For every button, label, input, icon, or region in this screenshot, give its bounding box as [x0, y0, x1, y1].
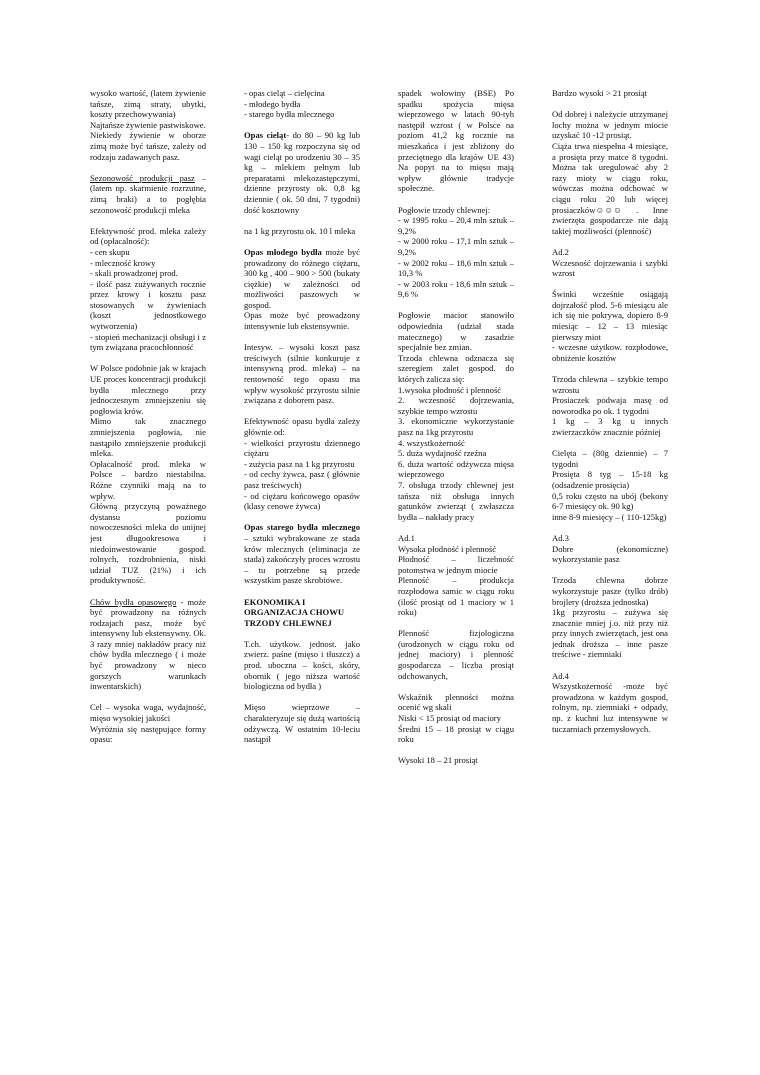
- paragraph-text: T.ch. użytkow. jednost. jako zwierz. paśne (mięso i tłuszcz) a prod. uboczna – kości, skóry, obornik ( jego niższa wartość biologiczna od bydła ): [244, 638, 360, 692]
- paragraph: [398, 533, 514, 618]
- paragraph: [552, 575, 668, 660]
- paragraph-text: Bardzo wysoki > 21 prosiąt: [552, 88, 648, 98]
- paragraph: [398, 755, 514, 766]
- paragraph-text: może być prowadzony do różnego ciężaru, 300 kg , 400 – 900 > 500 (bukaty ciężkie) w zależności od możliwości paszowych w gospod. Opas może być prowadzony intensywnie lub ekstensywnie.: [244, 246, 360, 332]
- paragraph-text: Cel – wysoka waga, wydajność, mięso wysokiej jakości Wyróżnia się następujące formy opasu:: [90, 702, 206, 745]
- paragraph-text: - może być prowadzony na różnych rodzajach pasz, może być intensywny lub ekstensywny. Ok. 3 razy mniej nakładów pracy niż chów bydła mlecznego ( i może być prowadzony w nieco gorszych warunkach inwentarskich): [90, 596, 206, 692]
- paragraph: [552, 247, 668, 279]
- paragraph-lead: Opas młodego bydła: [244, 246, 322, 257]
- paragraph-text: Pogłowie macior stanowiło odpowiednia (udział stada matecznego) w zasadzie specjalnie bez zmian. Trzoda chlewna odznacza się szeregiem zalet gospod. do których zalicza się: 1.wysoka płodność i plenność 2. wczesność dojrzewania, szybkie tempo wzrostu 3. ekonomiczne wykorzystanie pasz na 1kg przyrostu 4. wszystkożerność 5. duża wydajność rzeźna 6. duża wartość odżywcza mięsa wieprzowego 7. obsługa trzody chlewnej jest tańsza niż obsługa innych gatunków zwierząt ( zwłaszcza bydła – nakłady pracy: [398, 310, 514, 522]
- text-column-3: [398, 88, 514, 1028]
- paragraph-lead: Opas cieląt: [244, 130, 287, 141]
- paragraph-text: Ad.2 Wczesność dojrzewania i szybki wzrost: [552, 246, 668, 279]
- paragraph-text: Mięso wieprzowe – charakteryzuje się dużą wartością odżywczą. W ostatnim 10-leciu nastąpił: [244, 702, 360, 745]
- paragraph-text: W Polsce podobnie jak w krajach UE proces koncentracji produkcji bydła mlecznego przy jednoczesnym zmniejszeniu się pogłowia krów. Mimo tak znacznego zmniejszenia pogłowia, nie nastąpiło zmniejszenie produkcji mleka. Opłacalność prod. mleka w Polsce – bardzo niestabilna. Różne czynniki mają na to wpływ. Główną przyczyną poważnego dystansu poziomu nowoczesności mleka do unijnej jest długookresowa i niedoinwestowanie gospod. rolnych, rozdrobnienia, niski udział TUZ (21%) i ich produktywność.: [90, 363, 206, 586]
- paragraph-text: Pogłowie trzody chlewnej: - w 1995 roku – 20,4 mln sztuk – 9,2% - w 2000 roku – 17,1 mln sztuk – 9,2% - w 2002 roku – 18,6 mln sztuk – 10,3 % - w 2003 roku - 18,6 mln sztuk – 9,6 %: [398, 204, 514, 300]
- paragraph: [552, 88, 668, 99]
- paragraph-text: Ad.3 Dobre (ekonomiczne) wykorzystanie pasz: [552, 532, 668, 565]
- paragraph: [244, 702, 360, 744]
- paragraph: [90, 363, 206, 585]
- paragraph: [398, 205, 514, 300]
- document-page: [90, 88, 690, 1028]
- paragraph: [244, 88, 360, 120]
- paragraph: [398, 692, 514, 745]
- paragraph-text: Świnki wcześnie osiągają dojrzałość płod. 5-6 miesiącu ale ich się nie pokrywa, dopiero 8-9 miesiąc – 12 – 13 miesiąc pierwszy miot - wczesne użytkow. rozpłodowe, obniżenie kosztów: [552, 289, 668, 363]
- paragraph-lead: Sezonowość produkcji pasz: [90, 172, 195, 183]
- paragraph-text: Efektywność opasu bydła zależy głównie od: - wielkości przyrostu dziennego ciężaru - zużycia pasz na 1 kg przyrostu - od cechy żywca, pasz ( głównie pasz treściwych) - od ciężaru końcowego opasów (klasy cenowe żywca): [244, 416, 360, 512]
- paragraph-text: Trzoda chlewna dobrze wykorzystuje pasze (tylko drób) brojlery (droższa jednostka) 1kg przyrostu – zużywa się znacznie mniej j.o. niż przy niż przy innych zwierzętach, jest ona jednak droższa – inne pasze treściwe - ziemniaki: [552, 575, 668, 660]
- paragraph: [90, 226, 206, 353]
- paragraph-text: Efektywność prod. mleka zależy od (opłacalność): - cen skupu - mleczność krowy - skali prowadzonej prod. - ilość pasz zużywanych rocznie przez krowy i kosztu pasz stosowanych w żywieniach (koszt jednostkowego wytworzenia) - stopień mechanizacji obsługi i z tym związana pracochłonność: [90, 225, 206, 353]
- paragraph-lead: Opas starego bydła mlecznego: [244, 522, 360, 533]
- paragraph: [90, 173, 206, 215]
- paragraph: [552, 374, 668, 438]
- paragraph: [552, 448, 668, 522]
- paragraph: [244, 416, 360, 511]
- paragraph: [552, 109, 668, 236]
- paragraph: [244, 342, 360, 406]
- paragraph: [90, 88, 206, 162]
- paragraph: [244, 639, 360, 692]
- paragraph-text: wysoko wartość, (latem żywienie tańsze, zimą straty, ubytki, koszty przechowywania) Najtańsze żywienie pastwiskowe. Niekiedy żywienie w oborze zimą może być tańsze, zależy od rodzaju zadawanych pasz.: [90, 88, 206, 162]
- paragraph: [244, 247, 360, 332]
- paragraph: [398, 310, 514, 522]
- paragraph-text: Plenność fizjologiczna (urodzonych w ciągu roku od jednej maciory) i plenność gospodarcza – liczba prosiąt odchowanych,: [398, 628, 514, 681]
- paragraph: [552, 289, 668, 363]
- paragraph: [552, 671, 668, 735]
- paragraph-text: spadek wołowiny (BSE) Po spadku spożycia mięsa wieprzowego w latach 90-tyh następił wzrost ( w Polsce na poziom 41,2 kg rocznie na mieszkańca i jest zbliżony do przeciętnego dla krajów UE 43) Na popyt na to mięso mają wpływ głównie tradycje społeczne.: [398, 88, 514, 194]
- paragraph: [398, 88, 514, 194]
- paragraph: [398, 628, 514, 681]
- paragraph-text: Intesyw. – wysoki koszt pasz treściwych (silnie konkuruje z intensywną prod. mleka) – na rentowność tego opasu ma wpływ wysokość przyrostu silnie związana z doborem pasz.: [244, 342, 360, 406]
- paragraph-text: - do 80 – 90 kg lub 130 – 150 kg rozpoczyna się od wagi cieląt po urodzeniu 30 – 35 kg – mlekiem pełnym lub preparatami mlekozastępczymi, dzienne przyrosty ok. 0,8 kg dziennie ( ok. 50 dni, 7 tygodni) dość kosztowny: [244, 130, 360, 215]
- paragraph-text: Wysoki 18 – 21 prosiąt: [398, 755, 478, 766]
- paragraph: [552, 533, 668, 565]
- paragraph-lead: Chów bydła opasowego: [90, 596, 177, 607]
- section-heading: EKONOMIKA I ORGANIZACJA CHOWU TRZODY CHLEWNEJ: [244, 596, 345, 628]
- paragraph-text: na 1 kg przyrostu ok. 10 l mleka: [244, 225, 356, 236]
- paragraph: [244, 226, 360, 237]
- paragraph-text: - opas cieląt – cielęcina - młodego bydła - starego bydła mlecznego: [244, 88, 335, 120]
- paragraph: [90, 597, 206, 692]
- paragraph-text: Od dobrej i należycie utrzymanej lochy można w jednym miocie uzyskać 10 -12 prosiąt. Ciąża trwa niespełna 4 miesiące, a prosięta przy matce 8 tygodni. Można tak uregulować aby 2 razy mioty w ciągu roku, wówczas można odchować w ciągu roku 20 lub więcej prosiaczków☺☺☺ . Inne zwierzęta gospodarcze nie dają takiej możliwości (plenność): [552, 109, 668, 236]
- paragraph: [244, 522, 360, 586]
- paragraph-text: – (latem np. skarmienie rozrzutne, zimą braki) a to pogłębia sezonowość produkcji mleka: [90, 172, 206, 215]
- paragraph-text: – sztuki wybrakowane ze stada krów mlecznych (eliminacja ze stada) zakończyły proces wzrostu – tu potrzebne są przede wszystkim pasze skrobiowe.: [244, 532, 360, 586]
- paragraph-text: Trzoda chlewna – szybkie tempo wzrostu Prosiaczek podwaja masę od noworodka po ok. 1 tygodni 1 kg – 3 kg u innych zwierzaczków znacznie później: [552, 374, 668, 437]
- paragraph: [90, 702, 206, 744]
- text-column-4: [552, 88, 668, 1028]
- text-column-1: [90, 88, 206, 1028]
- paragraph-text: Wskaźnik plenności można ocenić wg skali Niski < 15 prosiąt od maciory Średni 15 – 18 prosiąt w ciągu roku: [398, 691, 514, 745]
- paragraph-text: Ad.4 Wszystkożerność -może być prowadzona w każdym gospod, rolnym, np. ziemniaki + odpady, np. z kuchni luz intensywne w tuczarniach przemysłowych.: [552, 670, 668, 734]
- paragraph: [244, 130, 360, 215]
- paragraph-text: Cielęta – (80g dziennie) – 7 tygodni Prosięta 8 tyg – 15-18 kg (odsadzenie prosięcia) 0,5 roku często na ubój (bekony 6-7 miesięcy ok. 90 kg) inne 8-9 miesięcy – ( 110-125kg): [552, 448, 668, 522]
- text-column-2: [244, 88, 360, 1028]
- paragraph-text: Ad.1 Wysoka płodność i plenność Płodność – liczebność potomstwa w jednym miocie Plenność – produkcja rozpłodowa samic w ciągu roku (ilość prosiąt od 1 maciory w 1 roku): [398, 532, 514, 618]
